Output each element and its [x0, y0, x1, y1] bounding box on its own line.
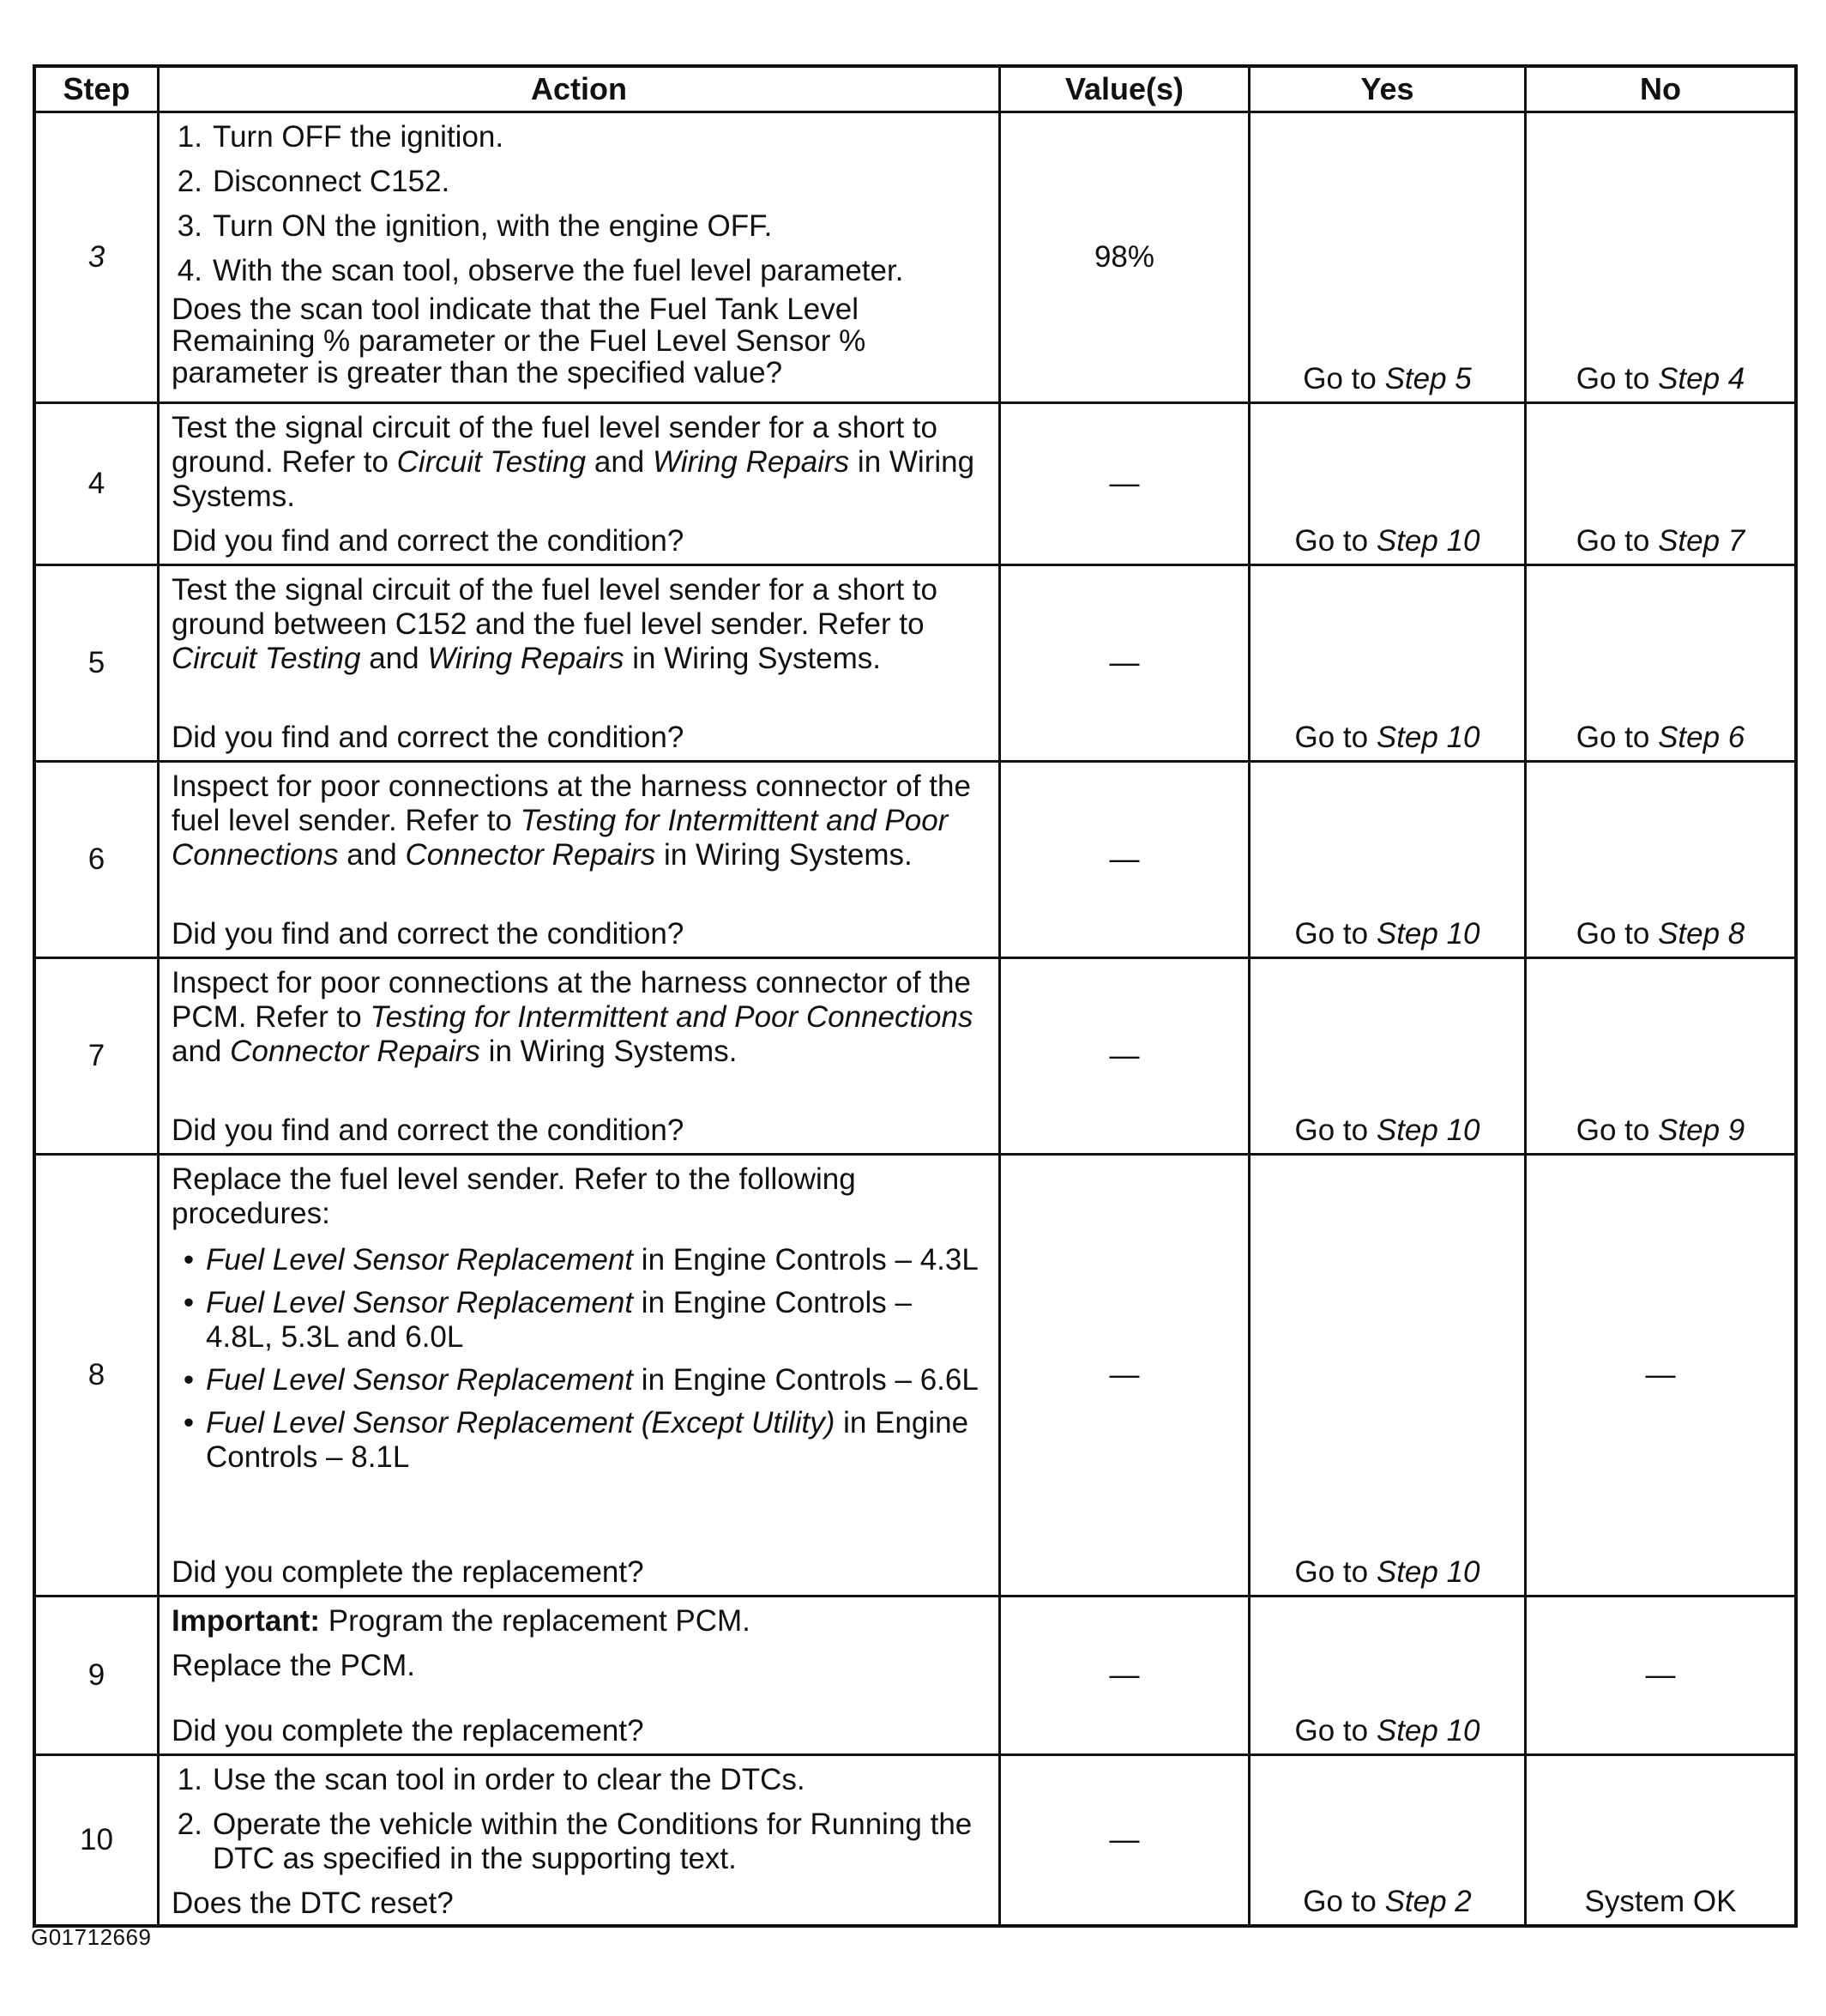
text-segment: and [172, 1035, 231, 1068]
reference: Wiring Repairs [652, 445, 850, 479]
table-header [36, 68, 1794, 111]
yes-cell [1248, 1756, 1524, 1924]
list-item-text: Turn ON the ignition, with the engine OFF. [213, 209, 773, 243]
text-segment: Test the signal circuit of the fuel level sender for a short to ground between C152 and the fuel level sender. Refer to [172, 573, 937, 641]
action-question: Did you find and correct the condition? [172, 524, 684, 558]
action-text [172, 770, 985, 917]
yes-step-link[interactable]: Step 10 [1376, 1114, 1480, 1147]
action-cell [157, 959, 998, 1153]
header-no: No [1524, 68, 1794, 111]
no-prefix: Go to [1576, 1114, 1650, 1147]
text-segment: Inspect for poor connections at the harness connector of the PCM. Refer to [172, 966, 971, 1034]
text-segment: in Engine Controls – 4.8L, 5.3L and 6.0L [206, 1286, 912, 1354]
yes-step-link[interactable]: Step 2 [1384, 1885, 1472, 1918]
step-number: 6 [87, 842, 105, 876]
step-number: 4 [87, 467, 105, 500]
text-segment: in Engine Controls – 6.6L [633, 1363, 979, 1397]
step-number: 3 [87, 240, 105, 274]
yes-step-link[interactable]: Step 5 [1384, 362, 1472, 395]
table-row [36, 564, 1794, 760]
action-question: Did you complete the replacement? [172, 1555, 644, 1589]
important-text: Program the replacement PCM. [320, 1604, 750, 1638]
important-label: Important: [172, 1604, 321, 1638]
header-action: Action [157, 68, 998, 111]
list-item-text: With the scan tool, observe the fuel level parameter. [213, 254, 904, 287]
text-segment: Inspect for poor connections at the harness connector of the fuel level sender. Refer to [172, 770, 971, 837]
value-cell: — [998, 959, 1248, 1153]
yes-prefix: Go to [1294, 1714, 1369, 1747]
no-prefix: Go to [1576, 917, 1650, 951]
no-prefix: Go to [1576, 721, 1650, 754]
no-cell [1524, 113, 1794, 401]
action-cell [157, 763, 998, 957]
action-cell [157, 1597, 998, 1753]
table-row [36, 401, 1794, 564]
value-cell: — [998, 1597, 1248, 1753]
text-segment: in Engine Controls – 4.3L [633, 1243, 979, 1277]
text-segment: and [338, 838, 406, 872]
yes-cell [1248, 1156, 1524, 1595]
list-item-text: Disconnect C152. [213, 165, 450, 198]
reference: Fuel Level Sensor Replacement [206, 1363, 634, 1397]
action-text [172, 411, 985, 524]
list-item-text: Operate the vehicle within the Conditions for Running the DTC as specified in the supporting text. [213, 1808, 973, 1875]
reference: Circuit Testing [172, 642, 361, 675]
action-cell [157, 566, 998, 760]
action-text [172, 966, 985, 1114]
action-cell [157, 1156, 998, 1595]
text-segment: in Wiring Systems. [479, 1035, 738, 1068]
action-question: Did you find and correct the condition? [172, 1114, 684, 1147]
list-item: 3. Turn ON the ignition, with the engine OFF. [177, 209, 773, 243]
yes-prefix: Go to [1294, 524, 1369, 558]
yes-step-link[interactable]: Step 10 [1376, 721, 1480, 754]
header-yes: Yes [1248, 68, 1524, 111]
no-step-link[interactable]: Step 7 [1658, 524, 1745, 558]
list-item: 2. Operate the vehicle within the Conditions for Running the DTC as specified in the supporting text. [172, 1808, 985, 1876]
reference: Testing for Intermittent and Poor Connections [172, 804, 949, 872]
no-cell: System OK [1524, 1756, 1794, 1924]
text-segment: in Wiring Systems. [172, 445, 975, 513]
yes-prefix: Go to [1303, 362, 1377, 395]
no-cell [1524, 959, 1794, 1153]
table-row [36, 1595, 1794, 1753]
table-row [36, 760, 1794, 957]
list-item: 1. Use the scan tool in order to clear the DTCs. [177, 1763, 805, 1796]
action-question: Does the DTC reset? [172, 1886, 454, 1920]
list-item: 1. Turn OFF the ignition. [177, 120, 504, 154]
reference: Connector Repairs [230, 1035, 480, 1068]
reference: Fuel Level Sensor Replacement [206, 1243, 634, 1277]
no-step-link[interactable]: Step 6 [1658, 721, 1745, 754]
yes-step-link[interactable]: Step 10 [1376, 524, 1480, 558]
reference: Fuel Level Sensor Replacement [206, 1286, 634, 1319]
list-item: 2. Disconnect C152. [177, 165, 450, 198]
table-row [36, 1153, 1794, 1595]
no-step-link[interactable]: Step 9 [1658, 1114, 1745, 1147]
list-item [172, 1243, 985, 1277]
list-item [172, 1286, 985, 1355]
action-cell [157, 113, 998, 401]
bullet-icon: • [183, 1363, 195, 1397]
step-number: 5 [87, 646, 105, 679]
yes-prefix: Go to [1303, 1885, 1377, 1918]
action-question: Did you complete the replacement? [172, 1714, 644, 1747]
no-cell: — [1524, 1597, 1794, 1753]
list-item [172, 1363, 985, 1397]
action-text: Replace the fuel level sender. Refer to the following procedures: [172, 1162, 856, 1230]
reference: Wiring Repairs [427, 642, 624, 675]
action-cell [157, 1756, 998, 1924]
figure-id: G01712669 [31, 1924, 152, 1950]
no-cell [1524, 404, 1794, 564]
yes-prefix: Go to [1294, 1555, 1369, 1589]
yes-cell [1248, 959, 1524, 1153]
no-step-link[interactable]: Step 8 [1658, 917, 1745, 951]
list-item-text: Turn OFF the ignition. [213, 120, 504, 154]
text-segment: in Wiring Systems. [624, 642, 882, 675]
yes-step-link[interactable]: Step 10 [1376, 917, 1480, 951]
step-number: 7 [87, 1039, 105, 1072]
text-segment: in Engine Controls – 8.1L [206, 1406, 969, 1474]
value-cell: — [998, 1156, 1248, 1595]
header-step: Step [63, 71, 130, 106]
action-text: Replace the PCM. [172, 1649, 416, 1682]
list-item: 4. With the scan tool, observe the fuel level parameter. [177, 254, 904, 287]
yes-step-link[interactable]: Step 10 [1376, 1714, 1480, 1747]
reference: Connector Repairs [405, 838, 656, 872]
reference: Fuel Level Sensor Replacement (Except Utility) [206, 1406, 835, 1440]
no-prefix: Go to [1576, 524, 1650, 558]
table-row [36, 1753, 1794, 1924]
text-segment: and [586, 445, 653, 479]
text-segment: and [360, 642, 428, 675]
diagnostic-table [33, 64, 1798, 1928]
action-question: Does the scan tool indicate that the Fuel Tank Level Remaining % parameter or the Fuel Level Sensor % parameter is greater than the specified value? [172, 293, 866, 389]
action-question: Did you find and correct the condition? [172, 917, 684, 951]
list-item [172, 1406, 985, 1475]
action-text [172, 573, 985, 721]
action-question: Did you find and correct the condition? [172, 721, 684, 754]
bullet-icon: • [183, 1406, 195, 1440]
yes-step-link[interactable]: Step 10 [1376, 1555, 1480, 1589]
yes-cell [1248, 566, 1524, 760]
table-row [36, 957, 1794, 1153]
list-item-text: Use the scan tool in order to clear the DTCs. [213, 1763, 805, 1796]
reference: Testing for Intermittent and Poor Connections [370, 1000, 973, 1034]
step-number: 9 [87, 1658, 105, 1692]
no-cell: — [1524, 1156, 1794, 1595]
header-values: Value(s) [998, 68, 1248, 111]
action-cell [157, 404, 998, 564]
bullet-icon: • [183, 1243, 195, 1277]
yes-prefix: Go to [1294, 1114, 1369, 1147]
table-row [36, 111, 1794, 401]
yes-cell [1248, 763, 1524, 957]
no-cell [1524, 566, 1794, 760]
value-cell: 98% [998, 113, 1248, 401]
yes-prefix: Go to [1294, 917, 1369, 951]
value-cell: — [998, 763, 1248, 957]
step-number: 8 [87, 1358, 105, 1391]
no-cell [1524, 763, 1794, 957]
step-number: 10 [80, 1823, 113, 1856]
no-step-link[interactable]: Step 4 [1658, 362, 1745, 395]
reference: Circuit Testing [396, 445, 587, 479]
no-prefix: Go to [1576, 362, 1650, 395]
text-segment: in Wiring Systems. [655, 838, 913, 872]
bullet-icon: • [183, 1286, 195, 1319]
value-cell: — [998, 566, 1248, 760]
value-cell: — [998, 404, 1248, 564]
yes-prefix: Go to [1294, 721, 1369, 754]
yes-cell [1248, 113, 1524, 401]
yes-cell [1248, 404, 1524, 564]
important-note [172, 1604, 985, 1639]
yes-cell [1248, 1597, 1524, 1753]
value-cell: — [998, 1756, 1248, 1924]
text-segment: Test the signal circuit of the fuel level sender for a short to ground. Refer to [172, 411, 937, 479]
